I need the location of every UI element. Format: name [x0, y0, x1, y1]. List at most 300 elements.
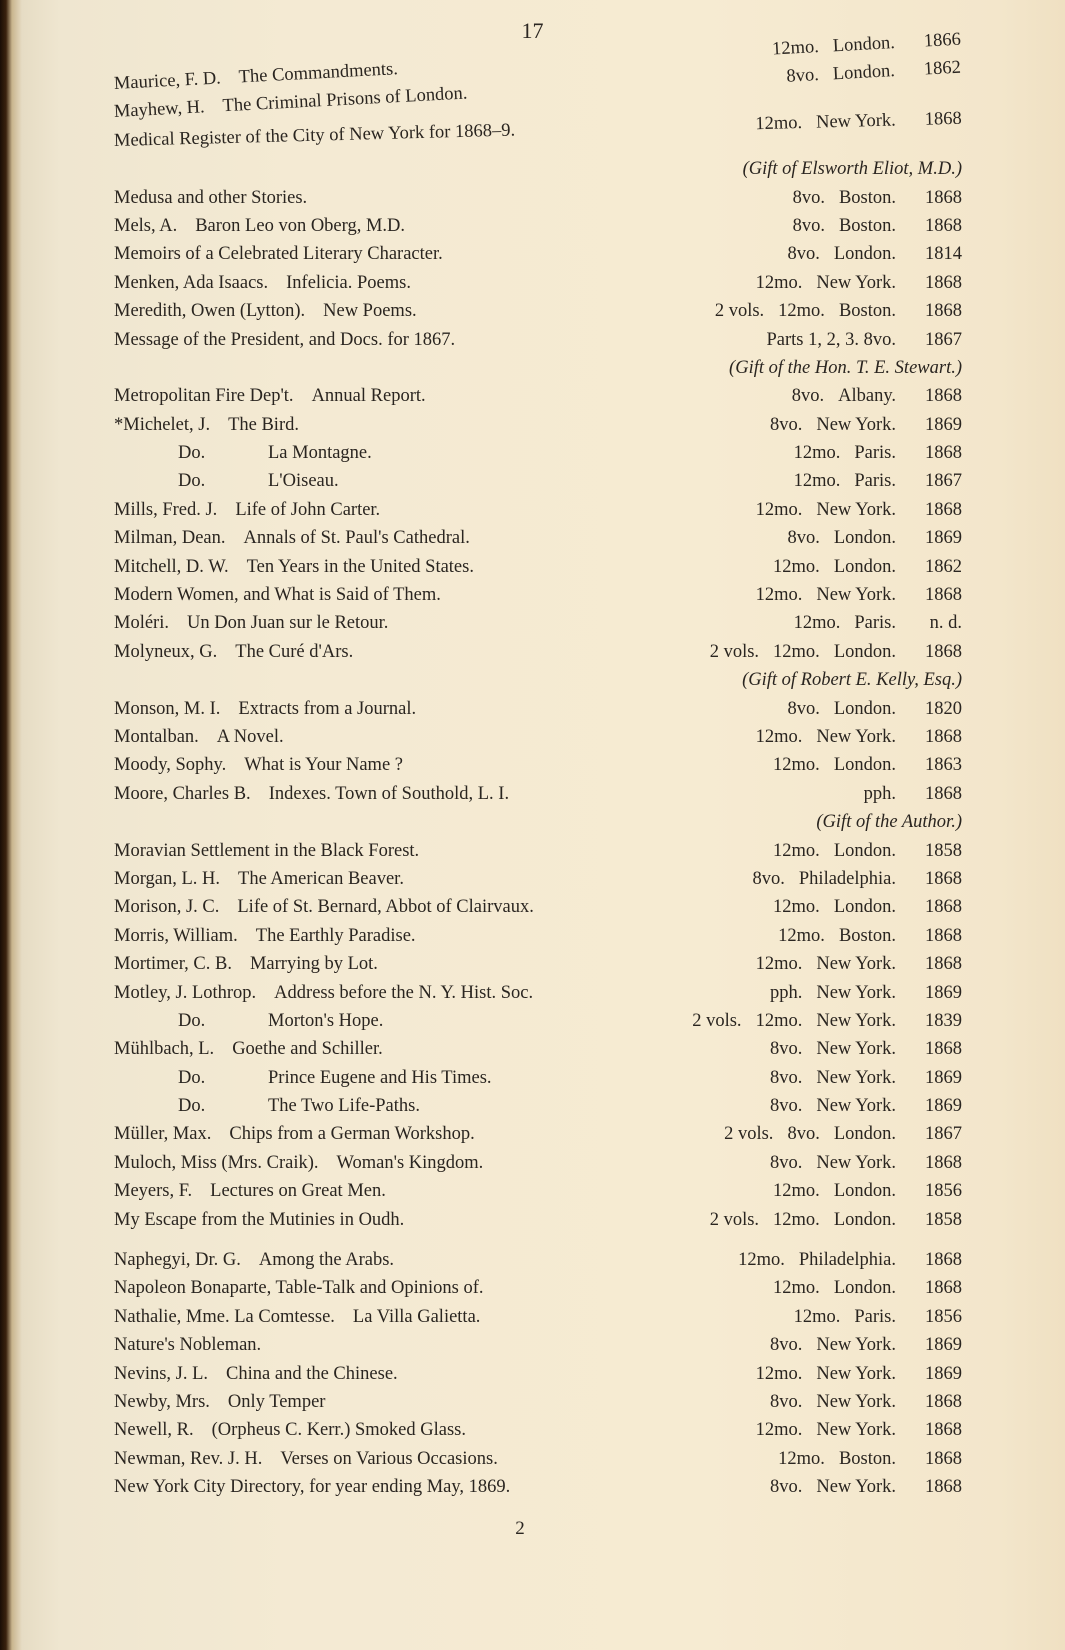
entry-author: Moore, Charles B. [114, 783, 251, 804]
entry-author: Morison, J. C. [114, 897, 220, 918]
entry-year: 1862 [923, 58, 962, 80]
entry-year: 1868 [925, 897, 962, 918]
entry-author: Morgan, L. H. [114, 868, 221, 889]
entry-imprint [756, 1360, 962, 1388]
entry-left [114, 184, 307, 212]
entry-year: 1868 [925, 1448, 962, 1469]
entry-format: 12mo. [773, 1278, 820, 1299]
gift-note [114, 666, 962, 694]
entry-title: Address before the N. Y. Hist. Soc. [274, 982, 534, 1003]
entry-title: The Commandments. [238, 59, 399, 88]
entry-year: 1868 [924, 108, 962, 130]
entry-author: *Michelet, J. [114, 414, 211, 435]
catalog-entry-row [114, 1473, 962, 1501]
entry-year: 1868 [925, 1278, 962, 1299]
entry-imprint [773, 553, 962, 581]
entry-place: New York. [816, 499, 896, 520]
entry-title: What is Your Name ? [244, 755, 403, 776]
entry-place: London. [833, 1209, 896, 1230]
entry-title: La Montagne. [268, 443, 372, 464]
entry-imprint [770, 1035, 962, 1063]
entry-author: Mayhew, H. [113, 97, 206, 123]
entry-year: 1869 [925, 1363, 962, 1384]
entry-place: New York. [816, 585, 896, 606]
entry-format: 8vo. [785, 65, 820, 88]
entry-imprint [794, 1303, 962, 1331]
entry-author: Mills, Fred. J. [114, 499, 218, 520]
catalog-entry-row [114, 837, 962, 865]
entry-author: Metropolitan Fire Dep't. [114, 386, 294, 407]
entry-format: 12mo. [773, 840, 820, 861]
entry-author: Memoirs of a Celebrated Literary Character. [114, 244, 443, 265]
entry-year: 1868 [925, 641, 962, 662]
entry-left [114, 922, 416, 950]
entry-year: 1858 [925, 840, 962, 861]
catalog-entry-row [114, 382, 962, 410]
entry-left [114, 326, 455, 354]
entry-imprint [773, 1274, 962, 1302]
entry-imprint [794, 439, 962, 467]
entry-format: 12mo. [778, 925, 825, 946]
entry-left [114, 695, 416, 723]
entry-author: Mitchell, D. W. [114, 556, 229, 577]
catalog-entry-row [114, 922, 962, 950]
entry-format: 8vo. [769, 1096, 803, 1117]
entry-left [114, 865, 404, 893]
catalog-entry-row [114, 553, 962, 581]
entry-format: pph. [863, 783, 896, 804]
entry-imprint [692, 1007, 962, 1035]
entry-format: 8vo. [792, 187, 825, 208]
entry-left [114, 212, 405, 240]
entry-title: Only Temper [227, 1391, 326, 1412]
entry-left [114, 837, 419, 865]
entry-format: 12mo. [773, 1209, 820, 1230]
catalog-entry-row [114, 411, 962, 439]
entry-year: 1868 [925, 954, 962, 975]
entry-title: The Earthly Paradise. [255, 925, 416, 946]
entry-imprint [770, 1149, 962, 1177]
gift-note [114, 808, 962, 836]
entry-format: 12mo. [755, 1010, 803, 1031]
entry-format: 12mo. [773, 755, 820, 776]
entry-title: The Curé d'Ars. [235, 641, 354, 662]
entry-year: 1868 [925, 585, 962, 606]
catalog-entry-row [114, 1388, 962, 1416]
entry-format: 12mo. [755, 112, 803, 134]
entry-place: New York. [816, 1391, 896, 1412]
entry-place: Boston. [838, 187, 896, 208]
entry-title: Baron Leo von Oberg, M.D. [195, 215, 406, 236]
entry-place: Philadelphia. [798, 868, 896, 889]
entry-format: 12mo. [755, 1420, 803, 1441]
ditto-mark: Do. [178, 1067, 206, 1088]
catalog-entry-row [114, 780, 962, 808]
entry-year: 1868 [925, 301, 962, 322]
entry-year: 1858 [925, 1209, 962, 1230]
entry-place: London. [833, 755, 896, 776]
entry-place: London. [832, 33, 896, 57]
entry-title: New Poems. [323, 301, 417, 322]
entry-imprint [756, 950, 962, 978]
entry-author: Muloch, Miss (Mrs. Craik). [114, 1152, 319, 1173]
entry-year: 1869 [925, 982, 962, 1003]
catalog-entry-row [114, 1206, 962, 1234]
entry-year: 1868 [925, 726, 962, 747]
entry-title: Life of John Carter. [235, 499, 381, 520]
entry-place: Paris. [854, 613, 896, 634]
entry-imprint [787, 240, 962, 268]
entry-imprint [792, 382, 962, 410]
entry-imprint [770, 979, 962, 1007]
entry-author: Newman, Rev. J. H. [114, 1448, 263, 1469]
entry-imprint [778, 922, 962, 950]
entry-volumes: 2 vols. [709, 641, 760, 662]
entry-author: Mels, A. [114, 215, 178, 236]
entry-place: New York. [816, 1039, 896, 1060]
entry-format: pph. [769, 982, 803, 1003]
entry-volumes: 2 vols. [692, 1010, 742, 1031]
entry-author: Newby, Mrs. [114, 1391, 210, 1412]
entry-place: Paris. [854, 443, 896, 464]
entry-title: The Bird. [228, 414, 299, 435]
entry-author: Meredith, Owen (Lytton). [114, 301, 306, 322]
entry-imprint [755, 105, 962, 139]
entry-title: Morton's Hope. [268, 1010, 384, 1031]
entry-format: 8vo. [769, 1067, 803, 1088]
entry-format: 12mo. [755, 585, 803, 606]
entry-place: London. [833, 556, 896, 577]
entry-left [114, 553, 474, 581]
entry-author: Morris, William. [114, 925, 238, 946]
catalog-entry-row [114, 979, 962, 1007]
catalog-entry-row [114, 240, 962, 268]
entry-place: New York. [816, 272, 896, 293]
entry-place: New York. [816, 414, 896, 435]
entry-place: London. [833, 897, 896, 918]
catalog-entry-row [114, 1445, 962, 1473]
entry-left [178, 467, 339, 495]
entry-title: (Orpheus C. Kerr.) Smoked Glass. [211, 1420, 466, 1441]
entry-format: 12mo. [755, 726, 803, 747]
gift-text: (Gift of the Hon. T. E. Stewart.) [729, 357, 962, 378]
entry-place: London. [833, 528, 896, 549]
page-number: 17 [521, 18, 544, 43]
gift-text: (Gift of Elsworth Eliot, M.D.) [742, 159, 962, 180]
ditto-mark: Do. [178, 471, 206, 492]
entry-left [114, 1303, 480, 1331]
entry-year: 1869 [925, 1096, 962, 1117]
entry-left [114, 1246, 394, 1274]
catalog-entry-row [114, 865, 962, 893]
entry-place: New York. [816, 1420, 896, 1441]
entry-left [114, 1206, 404, 1234]
entry-title: Life of St. Bernard, Abbot of Clairvaux. [237, 897, 534, 918]
entry-imprint [767, 326, 963, 354]
entry-year: 1862 [925, 556, 962, 577]
entry-title: Among the Arabs. [258, 1250, 395, 1271]
entry-place: London. [832, 61, 896, 85]
entry-format: 12mo. [771, 37, 820, 60]
entry-title: Extracts from a Journal. [238, 698, 417, 719]
catalog-entry-row [114, 1303, 962, 1331]
entry-format: 12mo. [793, 1306, 841, 1327]
entry-imprint [778, 1445, 962, 1473]
entry-imprint [770, 1473, 962, 1501]
entry-volumes: 2 vols. [709, 1209, 760, 1230]
ditto-entry-row [114, 467, 962, 495]
entry-format: 12mo. [755, 954, 803, 975]
entry-author: Moody, Sophy. [114, 755, 227, 776]
ditto-entry-row [114, 1007, 962, 1035]
entry-title: Lectures on Great Men. [210, 1181, 386, 1202]
entry-title: Indexes. Town of Southold, L. I. [268, 783, 510, 804]
catalog-entry-row [114, 184, 962, 212]
entry-format: 12mo. [773, 897, 820, 918]
entry-author: Naphegyi, Dr. G. [114, 1250, 241, 1271]
entry-left [114, 1388, 325, 1416]
entry-year: n. d. [929, 613, 962, 634]
section-gap [114, 1234, 962, 1246]
entry-year: 1868 [925, 187, 962, 208]
entry-place: London. [833, 698, 896, 719]
entry-imprint [864, 780, 962, 808]
ditto-entry-row [114, 439, 962, 467]
entry-left [114, 638, 353, 666]
entry-author: Nevins, J. L. [114, 1363, 209, 1384]
entry-format: 12mo. [755, 272, 803, 293]
entry-left [178, 439, 372, 467]
entry-imprint [773, 837, 962, 865]
catalog-entry-row [114, 893, 962, 921]
entry-imprint [793, 212, 962, 240]
entry-author: Modern Women, and What is Said of Them. [114, 585, 441, 606]
entry-year: 1868 [925, 215, 962, 236]
entry-place: Paris. [854, 1306, 896, 1327]
entry-left [114, 1416, 466, 1444]
entry-year: 1820 [925, 698, 962, 719]
catalog-entry-row [114, 1360, 962, 1388]
entry-title: A Novel. [216, 726, 284, 747]
entry-left [178, 1007, 384, 1035]
entry-year: 1869 [925, 1335, 962, 1356]
entry-title: Verses on Various Occasions. [280, 1448, 498, 1469]
entry-place: New York. [816, 1477, 896, 1498]
entry-imprint [753, 865, 962, 893]
catalog-entry-row [114, 950, 962, 978]
entry-left [114, 496, 380, 524]
entry-format: 8vo. [787, 1124, 820, 1145]
entry-place: London. [833, 840, 896, 861]
entry-author: Medusa and other Stories. [114, 187, 308, 208]
gift-note [114, 354, 962, 382]
entry-left [114, 723, 284, 751]
entry-place: New York. [816, 1363, 896, 1384]
entry-place: London. [833, 244, 896, 265]
entry-left [114, 269, 411, 297]
catalog-entry-row [114, 609, 962, 637]
entry-author: Meyers, F. [114, 1181, 193, 1202]
entry-left [114, 240, 443, 268]
entry-format: 12mo. [778, 301, 825, 322]
entry-year: 1867 [925, 471, 962, 492]
entry-year: 1868 [925, 272, 962, 293]
entry-year: 1856 [925, 1306, 962, 1327]
entry-title: The Two Life-Paths. [268, 1096, 420, 1117]
catalog-entry-row [114, 496, 962, 524]
entry-format: 8vo. [792, 215, 825, 236]
entry-left [114, 1149, 483, 1177]
entry-title: The American Beaver. [238, 868, 404, 889]
entry-left [114, 893, 534, 921]
catalog-entry-row [114, 1149, 962, 1177]
catalog-entry-row [114, 1274, 962, 1302]
entry-title: L'Oiseau. [268, 471, 339, 492]
entry-left [114, 780, 509, 808]
entry-format: 8vo. [787, 698, 820, 719]
catalog-entry-row [114, 723, 962, 751]
entry-imprint [756, 1416, 962, 1444]
entry-imprint [724, 1120, 962, 1148]
entry-author: Mühlbach, L. [114, 1039, 215, 1060]
entry-title: The Criminal Prisons of London. [222, 83, 468, 117]
entry-imprint [738, 1246, 962, 1274]
entry-imprint [770, 1064, 962, 1092]
catalog-entry-row [114, 1035, 962, 1063]
entry-year: 1868 [925, 1039, 962, 1060]
entry-imprint [770, 411, 962, 439]
entry-format: 8vo. [769, 1391, 803, 1412]
entry-year: 1868 [925, 1391, 962, 1412]
ditto-entry-row [114, 1092, 962, 1120]
entry-author: Message of the President, and Docs. for 1867. [114, 329, 456, 350]
entry-left [178, 1092, 420, 1120]
entry-place: London. [833, 641, 896, 662]
entry-place: London. [833, 1124, 896, 1145]
entry-left [114, 1035, 383, 1063]
catalog-entry-row [114, 1177, 962, 1205]
entry-year: 1856 [925, 1181, 962, 1202]
entry-format: 8vo. [769, 1477, 803, 1498]
ditto-mark: Do. [178, 1010, 206, 1031]
entry-author: New York City Directory, for year ending May, 1869. [114, 1477, 511, 1498]
entry-imprint [756, 723, 962, 751]
entry-title: La Villa Galietta. [352, 1306, 481, 1327]
entry-title: Annals of St. Paul's Cathedral. [243, 528, 470, 549]
entry-left [114, 581, 441, 609]
entry-place: Boston. [838, 925, 896, 946]
entry-imprint [710, 1206, 962, 1234]
catalog-entry-row [114, 581, 962, 609]
entry-year: 1868 [925, 925, 962, 946]
entry-left [114, 1445, 498, 1473]
entry-author: Newell, R. [114, 1420, 194, 1441]
entry-format: 8vo. [769, 1335, 803, 1356]
entry-author: Napoleon Bonaparte, Table-Talk and Opinions of. [114, 1278, 484, 1299]
catalog-entry-row [114, 212, 962, 240]
catalog-entry-row [114, 1416, 962, 1444]
entry-place: Boston. [838, 215, 896, 236]
entry-place: Albany. [838, 386, 896, 407]
entry-imprint [756, 269, 962, 297]
entry-left [114, 979, 533, 1007]
entry-place: New York. [816, 1010, 896, 1031]
ditto-entry-row [114, 1064, 962, 1092]
entry-author: Moléri. [114, 613, 169, 634]
entry-left [114, 1360, 398, 1388]
entry-format: 12mo. [755, 1363, 803, 1384]
entry-left [114, 1120, 475, 1148]
gift-note [114, 155, 962, 183]
entry-title: Woman's Kingdom. [336, 1152, 484, 1173]
catalog-entry-row [114, 269, 962, 297]
ditto-mark: Do. [178, 1096, 206, 1117]
entry-format: Parts 1, 2, 3. 8vo. [766, 329, 896, 350]
catalog-entry-row [114, 638, 962, 666]
entry-title: Chips from a German Workshop. [229, 1124, 475, 1145]
entry-format: 8vo. [769, 414, 803, 435]
entry-title: Infelicia. Poems. [286, 272, 411, 293]
entry-left [114, 524, 470, 552]
entry-year: 1868 [925, 443, 962, 464]
entry-year: 1863 [925, 755, 962, 776]
entry-imprint [770, 1092, 962, 1120]
entry-format: 12mo. [793, 443, 841, 464]
entry-place: New York. [816, 1335, 896, 1356]
entry-title: Ten Years in the United States. [246, 556, 474, 577]
entry-author: Monson, M. I. [114, 698, 221, 719]
entry-year: 1868 [925, 1477, 962, 1498]
entry-volumes: 2 vols. [714, 301, 765, 322]
entry-year: 1869 [925, 1067, 962, 1088]
entry-imprint [710, 638, 962, 666]
entry-imprint [794, 609, 962, 637]
entry-left [114, 751, 403, 779]
entry-year: 1839 [925, 1010, 962, 1031]
catalog-entry-row [114, 1331, 962, 1359]
catalog-entry-row [114, 695, 962, 723]
entry-author: Montalban. [114, 726, 199, 747]
entry-imprint [715, 297, 962, 325]
entry-year: 1866 [923, 29, 962, 52]
entry-volumes: 2 vols. [724, 1124, 774, 1145]
entry-format: 12mo. [773, 1181, 820, 1202]
entry-place: Boston. [838, 1448, 896, 1469]
entry-author: Nathalie, Mme. La Comtesse. [114, 1306, 335, 1327]
entry-author: Menken, Ada Isaacs. [114, 272, 269, 293]
entry-format: 12mo. [778, 1448, 825, 1469]
entry-imprint [770, 1388, 962, 1416]
entry-imprint [773, 1177, 962, 1205]
entry-author: Moravian Settlement in the Black Forest. [114, 840, 420, 861]
entry-imprint [773, 893, 962, 921]
entry-year: 1868 [925, 1420, 962, 1441]
entry-year: 1868 [925, 1152, 962, 1173]
catalog-entry-row [114, 751, 962, 779]
entry-year: 1868 [925, 868, 962, 889]
entry-imprint [787, 524, 962, 552]
entry-imprint [773, 751, 962, 779]
entry-place: London. [833, 1181, 896, 1202]
entry-format: 12mo. [755, 499, 803, 520]
entry-author: Medical Register of the City of New York for 1868–9. [113, 120, 516, 151]
entry-left [114, 1274, 484, 1302]
entry-place: New York. [816, 1096, 896, 1117]
entry-year: 1868 [925, 499, 962, 520]
entry-imprint [793, 184, 962, 212]
entry-year: 1867 [925, 329, 962, 350]
catalog-entry-row [114, 524, 962, 552]
